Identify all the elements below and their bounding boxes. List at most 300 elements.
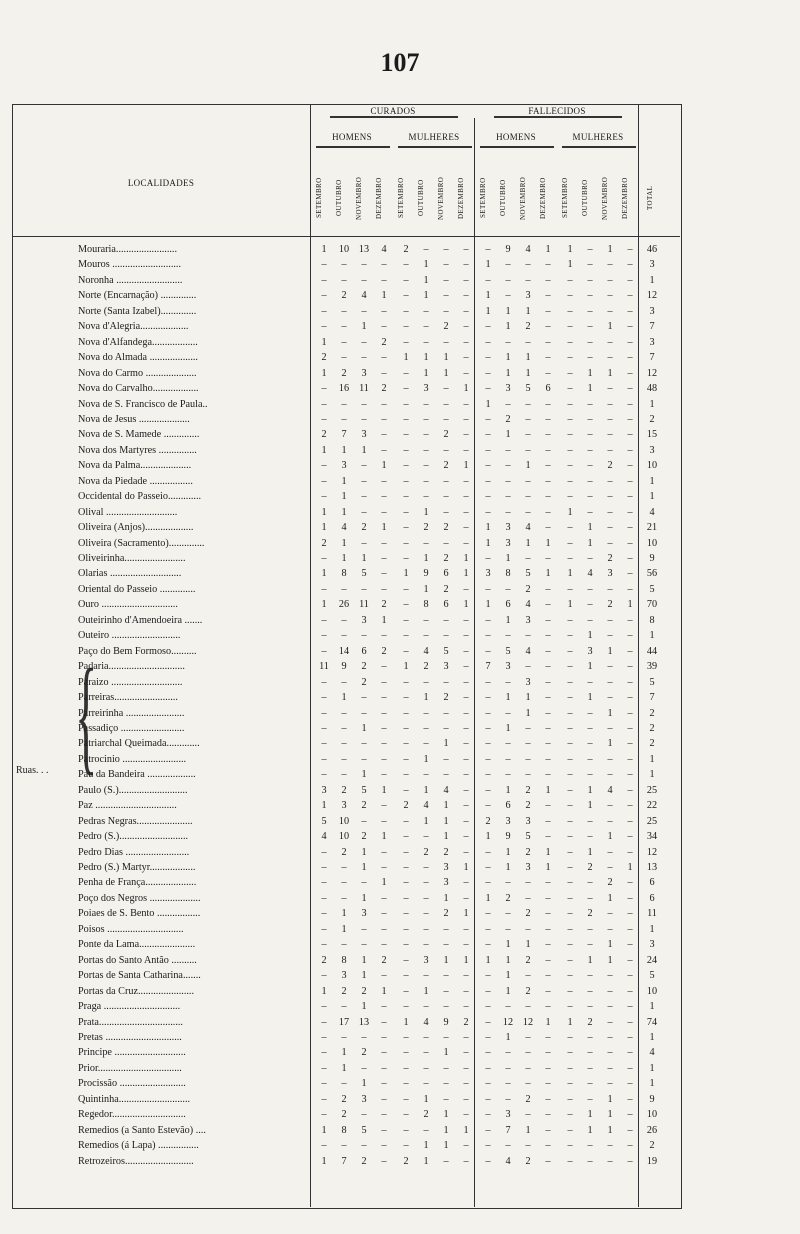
table-cell: 1: [545, 846, 551, 858]
table-cell: –: [545, 815, 551, 827]
table-cell: –: [403, 954, 409, 966]
table-cell: –: [545, 1062, 551, 1074]
table-cell: –: [403, 1140, 409, 1152]
table-cell: –: [545, 274, 551, 286]
table-cell: 4: [423, 800, 429, 812]
table-cell: –: [567, 877, 573, 889]
table-cell: 1: [485, 954, 491, 966]
table-cell: 2: [341, 290, 347, 302]
table-cell: –: [545, 475, 551, 487]
table-cell: –: [567, 815, 573, 827]
table-cell: –: [485, 784, 491, 796]
table-cell: 1: [463, 1124, 469, 1136]
table-cell: 8: [341, 1124, 347, 1136]
table-cell: –: [587, 892, 593, 904]
table-cell: 2: [381, 599, 387, 611]
street-name: Nova do Almada ...................: [78, 352, 198, 364]
table-cell: 1: [423, 815, 429, 827]
table-cell: –: [381, 259, 387, 271]
table-row: [0, 692, 680, 703]
table-cell: –: [381, 506, 387, 518]
table-cell: 10: [338, 815, 350, 827]
table-cell: 10: [338, 831, 350, 843]
street-name: Principe ............................: [78, 1047, 186, 1059]
table-cell: 1: [381, 460, 387, 472]
table-cell: –: [485, 491, 491, 503]
table-cell: –: [545, 352, 551, 364]
street-name: Olival ............................: [78, 506, 178, 518]
table-cell: 1: [361, 1001, 367, 1013]
table-cell: –: [627, 290, 633, 302]
table-cell: 2: [525, 800, 531, 812]
table-cell: –: [463, 290, 469, 302]
table-cell: 1: [403, 1016, 409, 1028]
table-row: [0, 306, 680, 317]
table-cell: –: [321, 475, 327, 487]
table-cell: –: [587, 444, 593, 456]
table-cell: –: [463, 1109, 469, 1121]
table-cell: 8: [341, 954, 347, 966]
table-cell: –: [403, 1093, 409, 1105]
table-row: [0, 924, 680, 935]
table-cell: 4: [321, 831, 327, 843]
table-cell: 1: [587, 630, 593, 642]
month-header: NOVEMBRO: [601, 176, 609, 220]
table-row: [0, 847, 680, 858]
table-cell: –: [423, 707, 429, 719]
table-cell: –: [463, 429, 469, 441]
table-cell: 1: [463, 383, 469, 395]
table-cell: –: [381, 1155, 387, 1167]
table-cell: 8: [423, 599, 429, 611]
table-cell: –: [443, 537, 449, 549]
table-cell: 1: [505, 321, 511, 333]
table-cell: –: [607, 475, 613, 487]
table-cell: –: [423, 429, 429, 441]
table-cell: –: [423, 491, 429, 503]
table-cell: –: [381, 1109, 387, 1121]
table-cell: –: [525, 553, 531, 564]
table-cell: 1: [505, 352, 511, 364]
table-cell: –: [361, 815, 367, 827]
table-cell: –: [341, 1031, 347, 1043]
table-cell: –: [463, 1047, 469, 1059]
street-name: Portas do Santo Antão ..........: [78, 954, 197, 966]
table-cell: –: [627, 738, 633, 750]
table-cell: 1: [587, 954, 593, 966]
table-cell: –: [381, 1078, 387, 1090]
table-cell: –: [545, 553, 551, 564]
table-cell: –: [423, 722, 429, 734]
table-cell: 1: [545, 784, 551, 796]
table-cell: 1: [443, 1047, 449, 1059]
table-cell: –: [567, 583, 573, 595]
table-cell: –: [545, 1078, 551, 1090]
table-cell: 2: [341, 784, 347, 796]
table-cell: –: [485, 939, 491, 951]
table-row: [0, 893, 680, 904]
table-cell: 2: [341, 985, 347, 997]
table-cell: –: [627, 583, 633, 595]
table-cell: 3: [341, 800, 347, 812]
row-total: 1: [649, 1078, 655, 1090]
table-cell: 3: [525, 290, 531, 302]
month-header: SETEMBRO: [315, 177, 323, 219]
table-cell: –: [525, 1140, 531, 1152]
table-cell: –: [423, 892, 429, 904]
table-cell: –: [587, 722, 593, 734]
table-cell: 1: [321, 568, 327, 580]
table-cell: –: [463, 583, 469, 595]
month-header: SETEMBRO: [479, 177, 487, 219]
table-cell: –: [567, 630, 573, 642]
table-cell: –: [607, 1062, 613, 1074]
table-cell: –: [485, 553, 491, 564]
row-total: 3: [649, 259, 655, 271]
table-row: [0, 1140, 680, 1151]
table-cell: 1: [361, 954, 367, 966]
table-cell: –: [545, 583, 551, 595]
table-cell: –: [403, 908, 409, 920]
row-total: 44: [646, 645, 658, 657]
table-cell: –: [545, 1124, 551, 1136]
table-cell: –: [321, 1093, 327, 1105]
table-cell: –: [463, 413, 469, 425]
table-cell: –: [485, 444, 491, 456]
table-row: [0, 986, 680, 997]
table-cell: 1: [341, 908, 347, 920]
table-cell: –: [321, 383, 327, 395]
table-cell: 1: [321, 336, 327, 348]
table-row: [0, 1017, 680, 1028]
table-cell: –: [567, 444, 573, 456]
header-localidades: LOCALIDADES: [127, 178, 195, 188]
table-cell: 11: [359, 383, 369, 395]
table-cell: 1: [423, 259, 429, 271]
table-cell: –: [403, 877, 409, 889]
table-cell: –: [567, 1109, 573, 1121]
street-name: Parreiras.........................: [78, 692, 178, 704]
table-cell: 1: [423, 1093, 429, 1105]
table-cell: –: [443, 290, 449, 302]
table-cell: –: [443, 707, 449, 719]
table-cell: 1: [423, 1155, 429, 1167]
table-cell: –: [403, 522, 409, 534]
row-total: 3: [649, 305, 655, 317]
table-cell: –: [423, 537, 429, 549]
table-cell: –: [545, 506, 551, 518]
table-cell: –: [443, 506, 449, 518]
table-row: [0, 1063, 680, 1074]
row-total: 24: [646, 954, 658, 966]
table-cell: –: [607, 1047, 613, 1059]
table-cell: 2: [525, 954, 531, 966]
month-header: DEZEMBRO: [539, 177, 547, 219]
table-row: [0, 568, 680, 579]
table-cell: 1: [567, 599, 573, 611]
table-cell: –: [463, 1140, 469, 1152]
table-cell: 2: [607, 460, 613, 472]
table-cell: 1: [525, 352, 531, 364]
table-cell: –: [567, 383, 573, 395]
table-cell: 1: [463, 954, 469, 966]
month-header: DEZEMBRO: [457, 177, 465, 219]
table-cell: –: [443, 413, 449, 425]
table-cell: 3: [361, 614, 367, 626]
table-cell: –: [403, 1047, 409, 1059]
street-name: Retrozeiros...........................: [78, 1155, 194, 1167]
table-cell: 2: [525, 784, 531, 796]
table-cell: –: [341, 1078, 347, 1090]
table-cell: 2: [525, 1155, 531, 1167]
table-cell: –: [321, 398, 327, 410]
table-cell: 1: [505, 692, 511, 704]
table-cell: 3: [607, 568, 613, 580]
table-cell: 1: [485, 259, 491, 271]
table-cell: –: [485, 923, 491, 935]
table-cell: –: [361, 274, 367, 286]
table-cell: 4: [525, 599, 531, 611]
table-cell: 6: [443, 568, 449, 580]
table-cell: –: [403, 939, 409, 951]
table-cell: 5: [525, 568, 531, 580]
row-total: 15: [646, 429, 658, 441]
street-name: Poisos ..............................: [78, 923, 184, 935]
table-cell: –: [463, 352, 469, 364]
table-cell: 2: [423, 846, 429, 858]
table-cell: –: [403, 583, 409, 595]
table-cell: 1: [485, 290, 491, 302]
table-cell: –: [567, 800, 573, 812]
table-cell: –: [485, 1016, 491, 1028]
table-cell: –: [361, 1109, 367, 1121]
table-cell: –: [403, 1031, 409, 1043]
table-cell: –: [443, 491, 449, 503]
table-cell: –: [463, 784, 469, 796]
street-name: Nova do Carmo ....................: [78, 367, 197, 379]
table-cell: 1: [341, 1047, 347, 1059]
table-cell: –: [587, 923, 593, 935]
table-cell: –: [567, 707, 573, 719]
table-cell: 1: [485, 831, 491, 843]
table-cell: 5: [443, 645, 449, 657]
table-cell: 2: [525, 583, 531, 595]
table-cell: 1: [423, 274, 429, 286]
table-cell: 1: [321, 522, 327, 534]
table-cell: 2: [361, 831, 367, 843]
table-cell: –: [341, 722, 347, 734]
table-cell: –: [627, 784, 633, 796]
table-cell: –: [485, 800, 491, 812]
table-cell: –: [403, 769, 409, 781]
table-cell: 1: [381, 614, 387, 626]
table-row: [0, 399, 680, 410]
table-cell: –: [627, 892, 633, 904]
table-cell: –: [545, 460, 551, 472]
table-cell: –: [381, 800, 387, 812]
table-cell: –: [423, 336, 429, 348]
table-cell: –: [567, 321, 573, 333]
table-cell: 1: [341, 506, 347, 518]
table-cell: –: [607, 259, 613, 271]
table-row: [0, 1078, 680, 1089]
table-cell: –: [321, 630, 327, 642]
table-cell: –: [567, 939, 573, 951]
table-cell: –: [627, 244, 633, 255]
table-cell: –: [463, 367, 469, 379]
header-underline: [398, 146, 472, 148]
table-cell: –: [525, 923, 531, 935]
table-cell: 2: [361, 522, 367, 534]
table-row: [0, 630, 680, 641]
table-cell: –: [361, 707, 367, 719]
table-cell: 1: [361, 970, 367, 982]
street-name: Nova dos Martyres ...............: [78, 444, 197, 456]
street-name: Mouros ...........................: [78, 259, 182, 271]
table-cell: –: [463, 1001, 469, 1013]
table-cell: –: [381, 1062, 387, 1074]
table-cell: 1: [403, 661, 409, 673]
table-cell: –: [443, 1093, 449, 1105]
row-total: 25: [646, 815, 658, 827]
table-cell: 2: [361, 1155, 367, 1167]
table-cell: –: [403, 1062, 409, 1074]
table-cell: 2: [341, 367, 347, 379]
table-cell: –: [627, 614, 633, 626]
table-cell: –: [627, 475, 633, 487]
table-cell: –: [403, 784, 409, 796]
table-cell: –: [403, 970, 409, 982]
table-cell: –: [341, 413, 347, 425]
table-cell: –: [361, 738, 367, 750]
table-cell: 3: [361, 908, 367, 920]
table-cell: 11: [359, 599, 369, 611]
table-cell: –: [463, 244, 469, 255]
street-name: Parreirinha .......................: [78, 707, 185, 719]
table-cell: –: [545, 599, 551, 611]
table-row: [0, 1032, 680, 1043]
table-cell: –: [361, 923, 367, 935]
street-name: Outeiro ...........................: [78, 630, 181, 642]
street-name: Mouraria........................: [78, 244, 178, 255]
table-cell: 1: [423, 985, 429, 997]
table-cell: –: [545, 444, 551, 456]
table-cell: 1: [381, 784, 387, 796]
street-name: Occidental do Passeio.............: [78, 491, 202, 503]
row-total: 10: [646, 460, 658, 472]
table-cell: 2: [607, 599, 613, 611]
table-row: [0, 1001, 680, 1012]
table-cell: –: [627, 352, 633, 364]
table-cell: –: [485, 413, 491, 425]
table-cell: –: [627, 645, 633, 657]
table-cell: –: [607, 753, 613, 765]
table-cell: –: [607, 985, 613, 997]
table-cell: 3: [587, 645, 593, 657]
table-cell: –: [463, 259, 469, 271]
table-cell: 2: [381, 383, 387, 395]
table-cell: –: [403, 831, 409, 843]
table-cell: 3: [443, 862, 449, 873]
table-cell: 2: [485, 815, 491, 827]
table-cell: –: [525, 336, 531, 348]
street-name: Procissão ..........................: [78, 1078, 186, 1090]
table-cell: –: [403, 321, 409, 333]
table-cell: –: [403, 707, 409, 719]
table-cell: –: [627, 491, 633, 503]
table-cell: –: [567, 676, 573, 688]
table-row: [0, 507, 680, 518]
table-cell: 5: [321, 815, 327, 827]
table-cell: 2: [505, 892, 511, 904]
table-cell: –: [341, 321, 347, 333]
table-cell: 1: [505, 553, 511, 564]
table-cell: –: [545, 908, 551, 920]
table-cell: –: [567, 290, 573, 302]
street-name: Pedro Dias .........................: [78, 846, 190, 858]
table-cell: –: [627, 383, 633, 395]
month-header: OUTUBRO: [335, 179, 343, 217]
row-total: 6: [649, 892, 655, 904]
table-cell: 1: [341, 444, 347, 456]
table-cell: 1: [505, 784, 511, 796]
table-cell: –: [505, 583, 511, 595]
table-cell: –: [587, 352, 593, 364]
table-cell: –: [607, 1078, 613, 1090]
table-cell: –: [321, 738, 327, 750]
table-cell: –: [381, 305, 387, 317]
table-row: [0, 1109, 680, 1120]
row-total: 2: [649, 707, 655, 719]
table-cell: –: [587, 1093, 593, 1105]
row-total: 1: [649, 1031, 655, 1043]
table-row: [0, 538, 680, 549]
table-cell: –: [525, 722, 531, 734]
table-cell: –: [567, 769, 573, 781]
street-name: Ouro ..............................: [78, 599, 178, 611]
table-cell: –: [403, 274, 409, 286]
table-cell: –: [545, 676, 551, 688]
table-cell: 1: [607, 321, 613, 333]
row-total: 4: [649, 506, 655, 518]
table-cell: –: [505, 259, 511, 271]
table-cell: 8: [341, 568, 347, 580]
table-cell: –: [423, 831, 429, 843]
table-cell: –: [627, 367, 633, 379]
street-name: Passadiço .........................: [78, 722, 185, 734]
table-cell: –: [525, 1109, 531, 1121]
table-cell: –: [321, 939, 327, 951]
table-cell: –: [607, 522, 613, 534]
table-cell: –: [567, 1031, 573, 1043]
table-row: [0, 955, 680, 966]
table-cell: –: [607, 614, 613, 626]
table-row: [0, 553, 680, 564]
table-cell: –: [361, 259, 367, 271]
table-row: [0, 368, 680, 379]
table-cell: 1: [485, 892, 491, 904]
table-cell: 10: [338, 244, 350, 255]
table-cell: –: [381, 274, 387, 286]
table-cell: 1: [321, 244, 327, 255]
table-cell: 1: [361, 862, 367, 873]
table-cell: 2: [341, 1093, 347, 1105]
table-cell: –: [485, 722, 491, 734]
table-cell: –: [485, 1001, 491, 1013]
table-cell: –: [525, 877, 531, 889]
table-cell: –: [525, 1062, 531, 1074]
row-total: 74: [646, 1016, 658, 1028]
